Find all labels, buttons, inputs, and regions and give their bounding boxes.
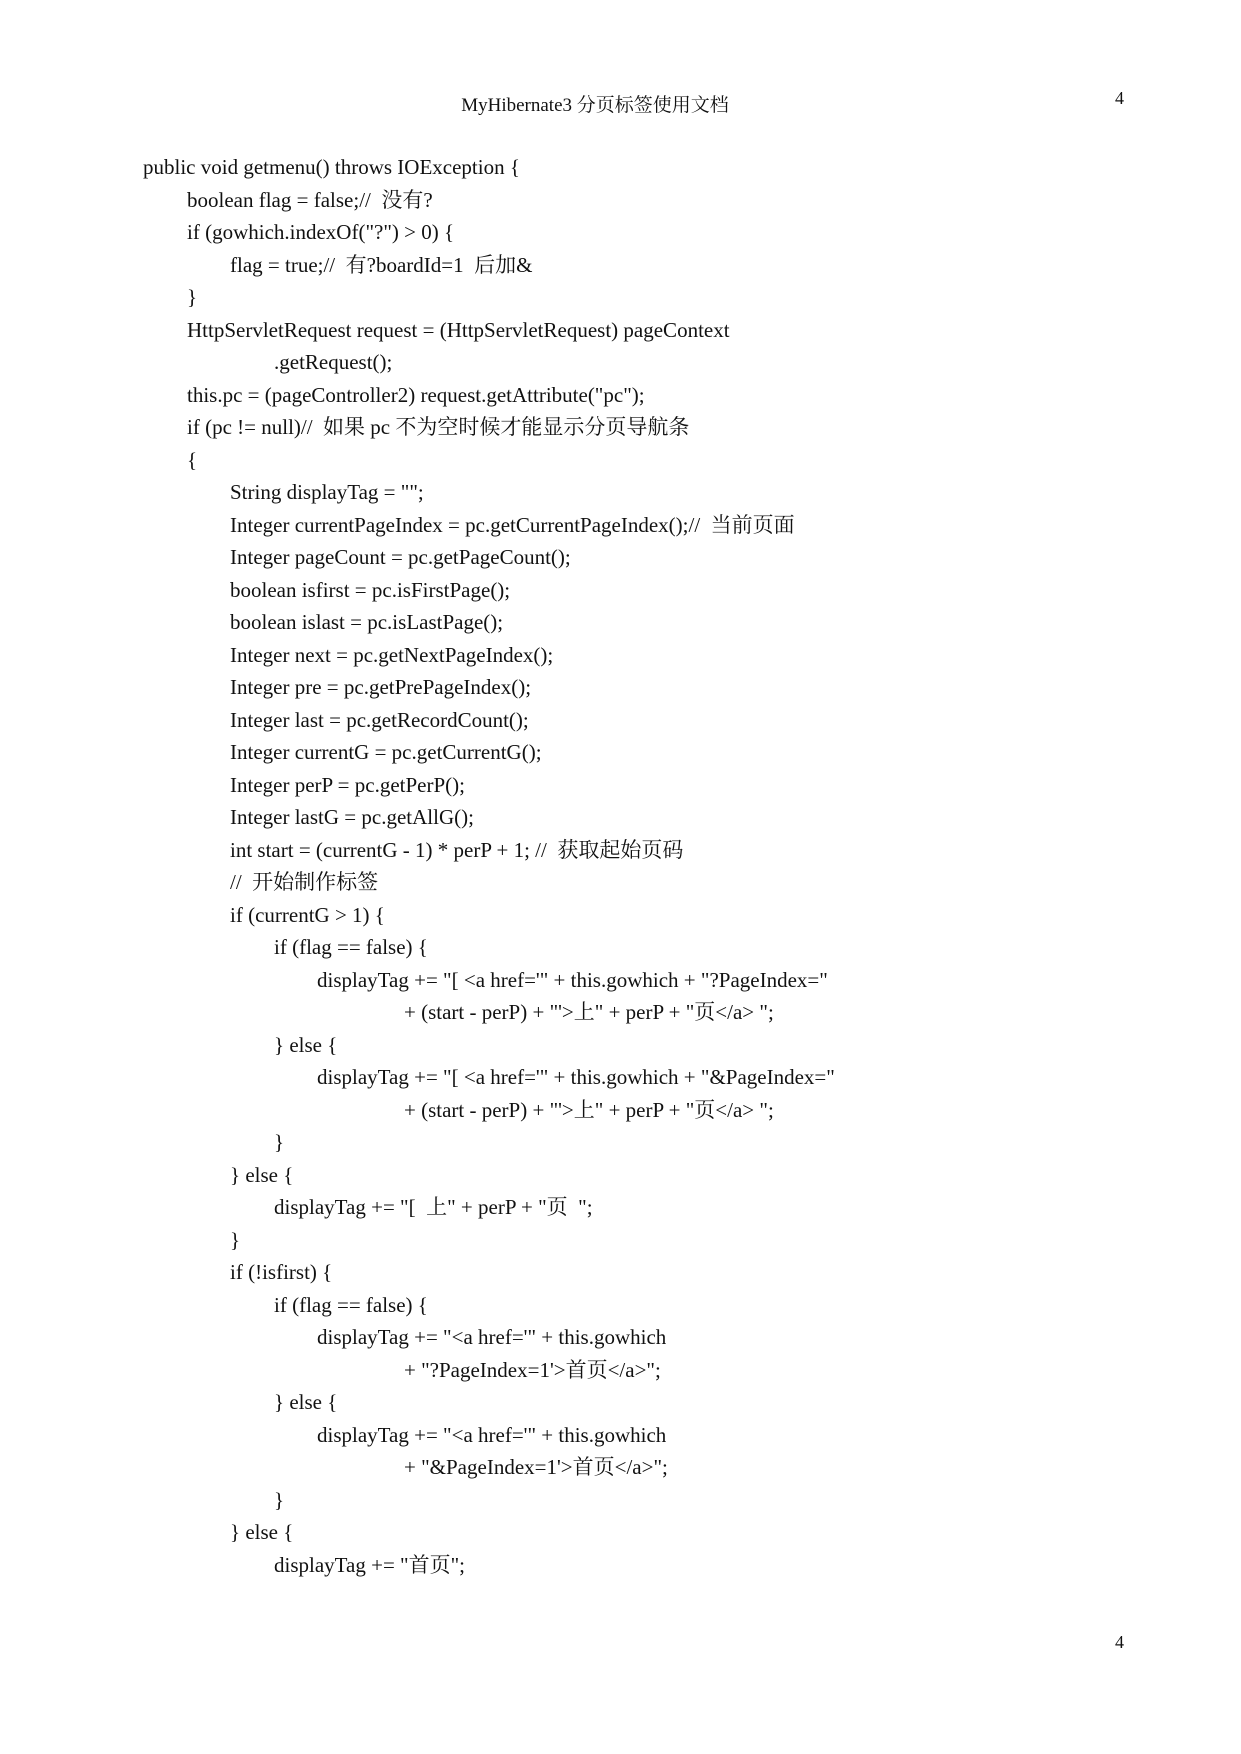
code-line: } bbox=[230, 1227, 241, 1252]
code-line: boolean isfirst = pc.isFirstPage(); bbox=[230, 577, 511, 602]
code-line: if (!isfirst) { bbox=[230, 1260, 333, 1284]
code-line: // 开始制作标签 bbox=[230, 870, 379, 894]
code-line: if (pc != null)// 如果 pc 不为空时候才能显示分页导航条 bbox=[187, 415, 690, 439]
code-line: if (gowhich.indexOf("?") > 0) { bbox=[187, 220, 455, 244]
code-line: Integer perP = pc.getPerP(); bbox=[230, 772, 465, 797]
code-line: this.pc = (pageController2) request.getAttribute("pc"); bbox=[187, 382, 645, 407]
code-line: Integer pre = pc.getPrePageIndex(); bbox=[230, 675, 532, 699]
code-line: } bbox=[274, 1130, 285, 1154]
code-line: } else { bbox=[274, 1032, 338, 1057]
code-line: } else { bbox=[230, 1162, 294, 1187]
code-line: if (currentG > 1) { bbox=[230, 902, 385, 927]
code-line: + "&PageIndex=1'>首页</a>"; bbox=[404, 1455, 668, 1479]
code-line: flag = true;// 有?boardId=1 后加& bbox=[230, 252, 533, 277]
code-line: } else { bbox=[274, 1390, 338, 1414]
code-line: boolean islast = pc.isLastPage(); bbox=[230, 610, 504, 634]
code-line: Integer pageCount = pc.getPageCount(); bbox=[230, 545, 571, 569]
code-line: boolean flag = false;// 没有? bbox=[187, 187, 433, 212]
code-line: displayTag += "[ <a href='" + this.gowhich + "&PageIndex=" bbox=[317, 1065, 835, 1089]
code-line: displayTag += "[ 上" + perP + "页 "; bbox=[274, 1195, 593, 1219]
code-line: { bbox=[187, 447, 198, 472]
code-line: displayTag += "[ <a href='" + this.gowhich + "?PageIndex=" bbox=[317, 967, 828, 992]
code-listing bbox=[0, 151, 835, 1581]
code-line: } bbox=[274, 1487, 285, 1512]
header-page-number: 4 bbox=[1115, 88, 1124, 108]
code-line: displayTag += "<a href='" + this.gowhich bbox=[317, 1325, 667, 1349]
code-line: + (start - perP) + "'>上" + perP + "页</a> "; bbox=[404, 1000, 774, 1024]
code-line: HttpServletRequest request = (HttpServletRequest) pageContext bbox=[187, 317, 730, 342]
code-line: } bbox=[187, 285, 198, 309]
footer-page-number: 4 bbox=[1115, 1632, 1124, 1652]
code-line: int start = (currentG - 1) * perP + 1; // 获取起始页码 bbox=[230, 837, 684, 862]
code-line: Integer lastG = pc.getAllG(); bbox=[230, 805, 474, 829]
document-header-title: MyHibernate3 分页标签使用文档 bbox=[461, 95, 729, 116]
code-line: displayTag += "首页"; bbox=[274, 1552, 466, 1577]
code-line: if (flag == false) { bbox=[274, 935, 428, 959]
code-line: + "?PageIndex=1'>首页</a>"; bbox=[404, 1357, 661, 1382]
code-line: Integer last = pc.getRecordCount(); bbox=[230, 707, 529, 732]
code-line: if (flag == false) { bbox=[274, 1292, 428, 1317]
code-line: Integer next = pc.getNextPageIndex(); bbox=[230, 642, 554, 667]
code-line: public void getmenu() throws IOException { bbox=[143, 155, 520, 179]
code-line: + (start - perP) + "'>上" + perP + "页</a> "; bbox=[404, 1097, 774, 1122]
code-line: .getRequest(); bbox=[274, 350, 393, 374]
code-line: Integer currentPageIndex = pc.getCurrentPageIndex();// 当前页面 bbox=[230, 512, 795, 537]
code-line: } else { bbox=[230, 1520, 294, 1544]
code-line: Integer currentG = pc.getCurrentG(); bbox=[230, 740, 542, 764]
code-line: displayTag += "<a href='" + this.gowhich bbox=[317, 1422, 667, 1447]
code-line: String displayTag = ""; bbox=[230, 480, 424, 504]
